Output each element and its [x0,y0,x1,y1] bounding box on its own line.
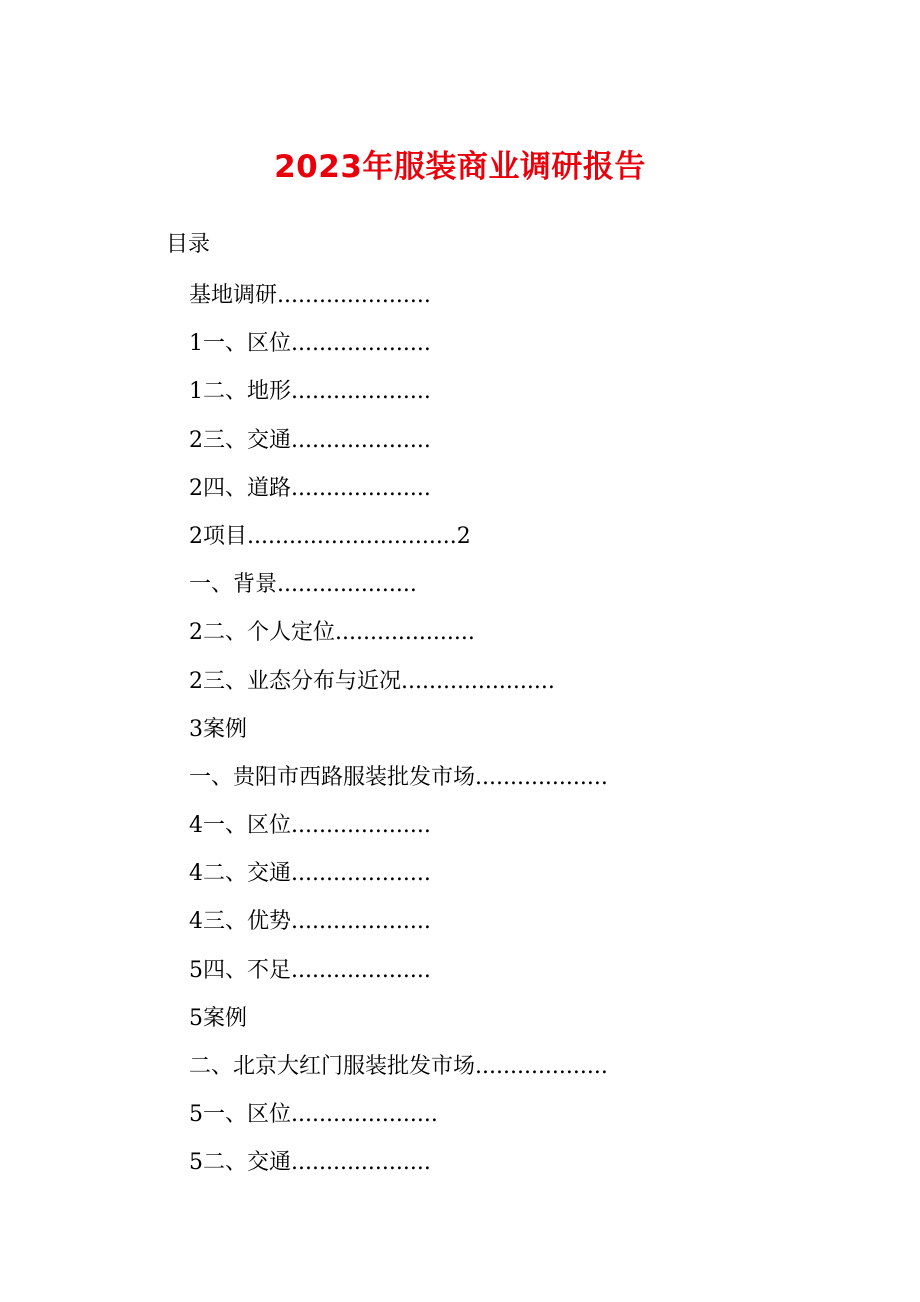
toc-line: 2三、交通.................... [189,427,431,453]
table-of-contents [189,276,608,1192]
toc-line: 5二、交通.................... [189,1150,431,1176]
toc-line: 3案例 [189,716,247,742]
toc-line: 二、北京大红门服装批发市场................... [189,1054,608,1079]
toc-line: 5案例 [189,1005,247,1031]
toc-line: 2三、业态分布与近况...................... [189,668,555,694]
toc-line: 一、贵阳市西路服装批发市场................... [189,764,608,790]
toc-line: 2二、个人定位.................... [189,620,475,646]
toc-heading: 目录 [166,232,211,257]
toc-line: 2项目..............................2 [189,523,471,549]
toc-line: 5一、区位..................... [189,1102,438,1128]
toc-line: 2四、道路.................... [189,475,431,501]
toc-line: 1二、地形.................... [189,379,431,405]
toc-line: 4二、交通.................... [189,861,431,887]
toc-line: 4三、优势.................... [189,909,431,935]
toc-line: 5四、不足.................... [189,957,431,983]
toc-line: 基地调研...................... [189,283,431,308]
toc-line: 一、背景.................... [189,572,417,598]
toc-line: 4一、区位.................... [189,813,431,839]
document-title: 2023年服装商业调研报告 [274,149,646,185]
toc-line: 1一、区位.................... [189,331,431,357]
